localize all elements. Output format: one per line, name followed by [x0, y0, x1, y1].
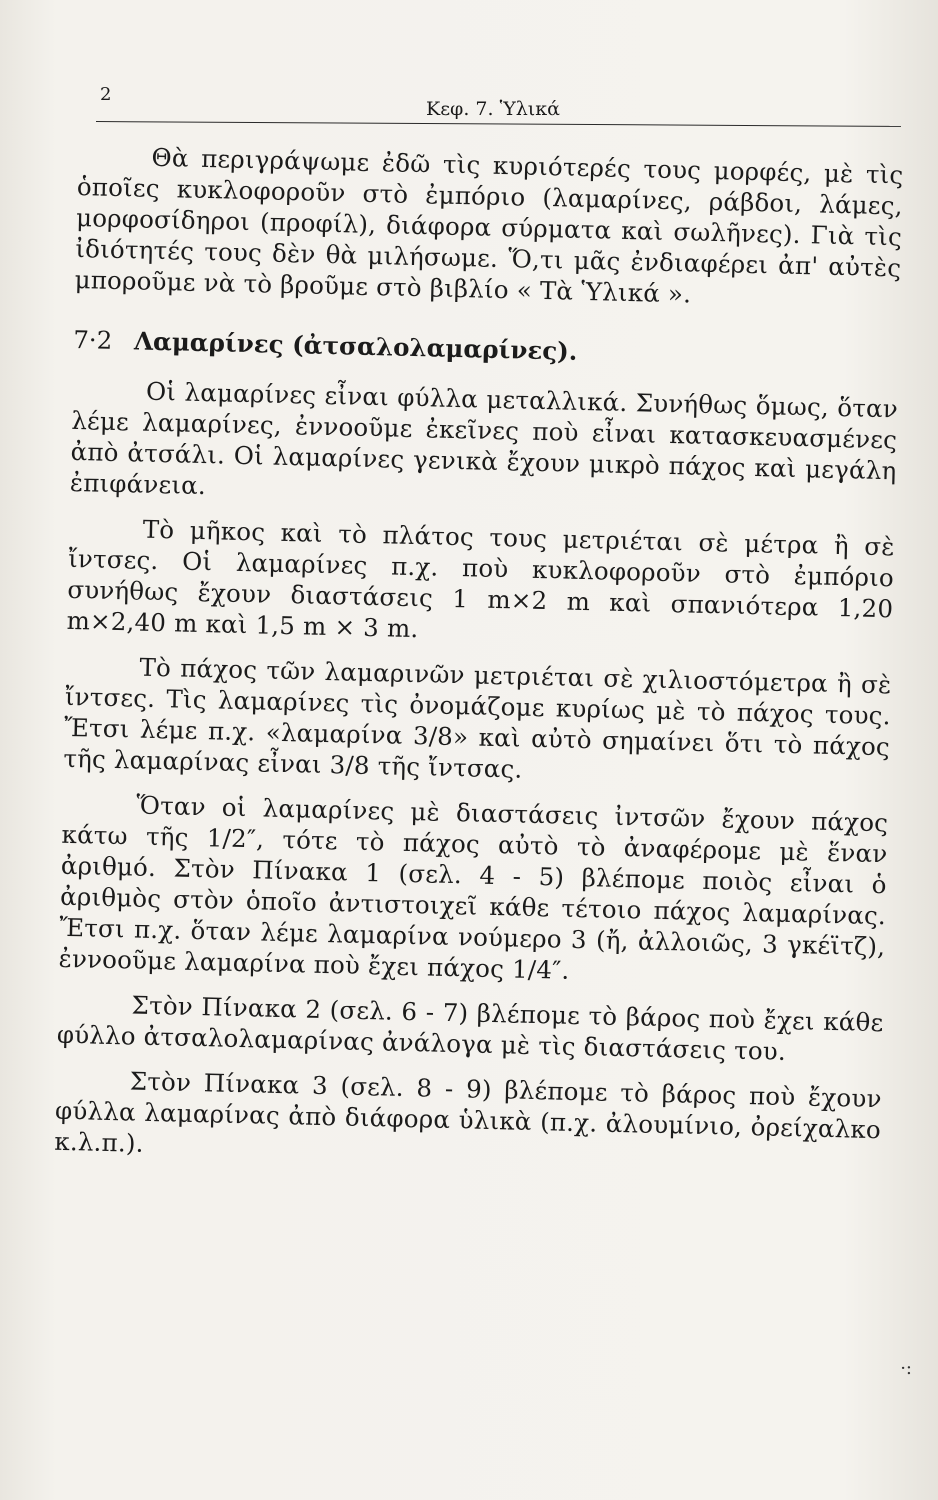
section-heading	[73, 325, 899, 373]
paragraph-sheets-definition: Οἱ λαμαρίνες εἶναι φύλλα μεταλλικά. Συνήθως ὅμως, ὅταν λέμε λαμαρίνες, ἐννοοῦμε ἐκεῖνες ποὺ εἶναι κατασκευασμένες ἀπὸ ἀτσάλι. Οἱ λαμαρίνες γενικὰ ἔχουν μικρὸ πάχος καὶ μεγάλη ἐπιφάνεια.	[69, 376, 899, 501]
page-number: 2	[100, 84, 112, 105]
paragraph-gauge-numbers: Ὅταν οἱ λαμαρίνες μὲ διαστάσεις ἰντσῶν ἔχουν πάχος κάτω τῆς 1/2″, τότε τὸ πάχος αὐτὸ τὸ ἀναφέρομε μὲ ἕναν ἀριθμό. Στὸν Πίνακα 1 (σελ. 4 - 5) βλέπομε ποιὸς εἶναι ὁ ἀριθμὸς στὸν ὁποῖο ἀντιστοιχεῖ κάθε τέτοιο πάχος λαμαρίνας. Ἔτσι π.χ. ὅταν λέμε λαμαρίνα νούμερο 3 (ἤ, ἀλλοιῶς, 3 γκέϊτζ), ἐννοοῦμε λαμαρίνα ποὺ ἔχει πάχος 1/4″.	[58, 790, 889, 985]
page-header	[96, 78, 901, 118]
intro-paragraph: Θὰ περιγράψωμε ἐδῶ τὶς κυριότερές τους μορφές, μὲ τὶς ὁποῖες κυκλοφοροῦν στὸ ἐμπόριο (λαμαρίνες, ράβδοι, λάμες, μορφοσίδηροι (προφίλ), διάφορα σύρματα καὶ σωλῆνες). Γιὰ τὶς ἰδιότητές τους δὲν θὰ μιλήσωμε. Ὅ,τι μᾶς ἐνδιαφέρει ἀπ' αὐτὲς μποροῦμε νὰ τὸ βροῦμε στὸ βιβλίο « Τὰ Ὑλικά ».	[74, 142, 904, 309]
paragraph-dimensions: Τὸ μῆκος καὶ τὸ πλάτος τους μετριέται σὲ μέτρα ἢ σὲ ἴντσες. Οἱ λαμαρίνες π.χ. ποὺ κυκλοφοροῦν στὸ ἐμπόριο συνήθως ἔχουν διαστάσεις 1 m×2 m καὶ σπανιότερα 1,20 m×2,40 m καὶ 1,5 m × 3 m.	[66, 514, 895, 644]
paragraph-table-3: Στὸν Πίνακα 3 (σελ. 8 - 9) βλέπομε τὸ βάρος ποὺ ἔχουν φύλλα λαμαρίνας ἀπὸ διάφορα ὑλικὰ (π.χ. ἀλουμίνιο, ὀρείχαλκο κ.λ.π.).	[54, 1066, 882, 1158]
paragraph-table-2: Στὸν Πίνακα 2 (σελ. 6 - 7) βλέπομε τὸ βάρος ποὺ ἔχει κάθε φύλλο ἀτσαλολαμαρίνας ἀνάλογα μὲ τὶς διαστάσεις του.	[56, 990, 884, 1066]
section-title: Λαμαρίνες (ἀτσαλολαμαρίνες).	[133, 326, 578, 366]
running-head: Κεφ. 7. Ὑλικά	[426, 98, 560, 120]
margin-mark: ·:	[900, 1358, 912, 1379]
page-body	[54, 140, 904, 1176]
paragraph-thickness: Τὸ πάχος τῶν λαμαρινῶν μετριέται σὲ χιλιοστόμετρα ἢ σὲ ἴντσες. Τὶς λαμαρίνες τὶς ὀνομάζομε κυρίως μὲ τὸ πάχος τους. Ἔτσι λέμε π.χ. «λαμαρίνα 3/8» καὶ αὐτὸ σημαίνει ὅτι τὸ πάχος τῆς λαμαρίνας εἶναι 3/8 τῆς ἴντσας.	[63, 652, 892, 784]
section-number: 7·2	[72, 324, 113, 355]
header-rule	[96, 121, 901, 127]
